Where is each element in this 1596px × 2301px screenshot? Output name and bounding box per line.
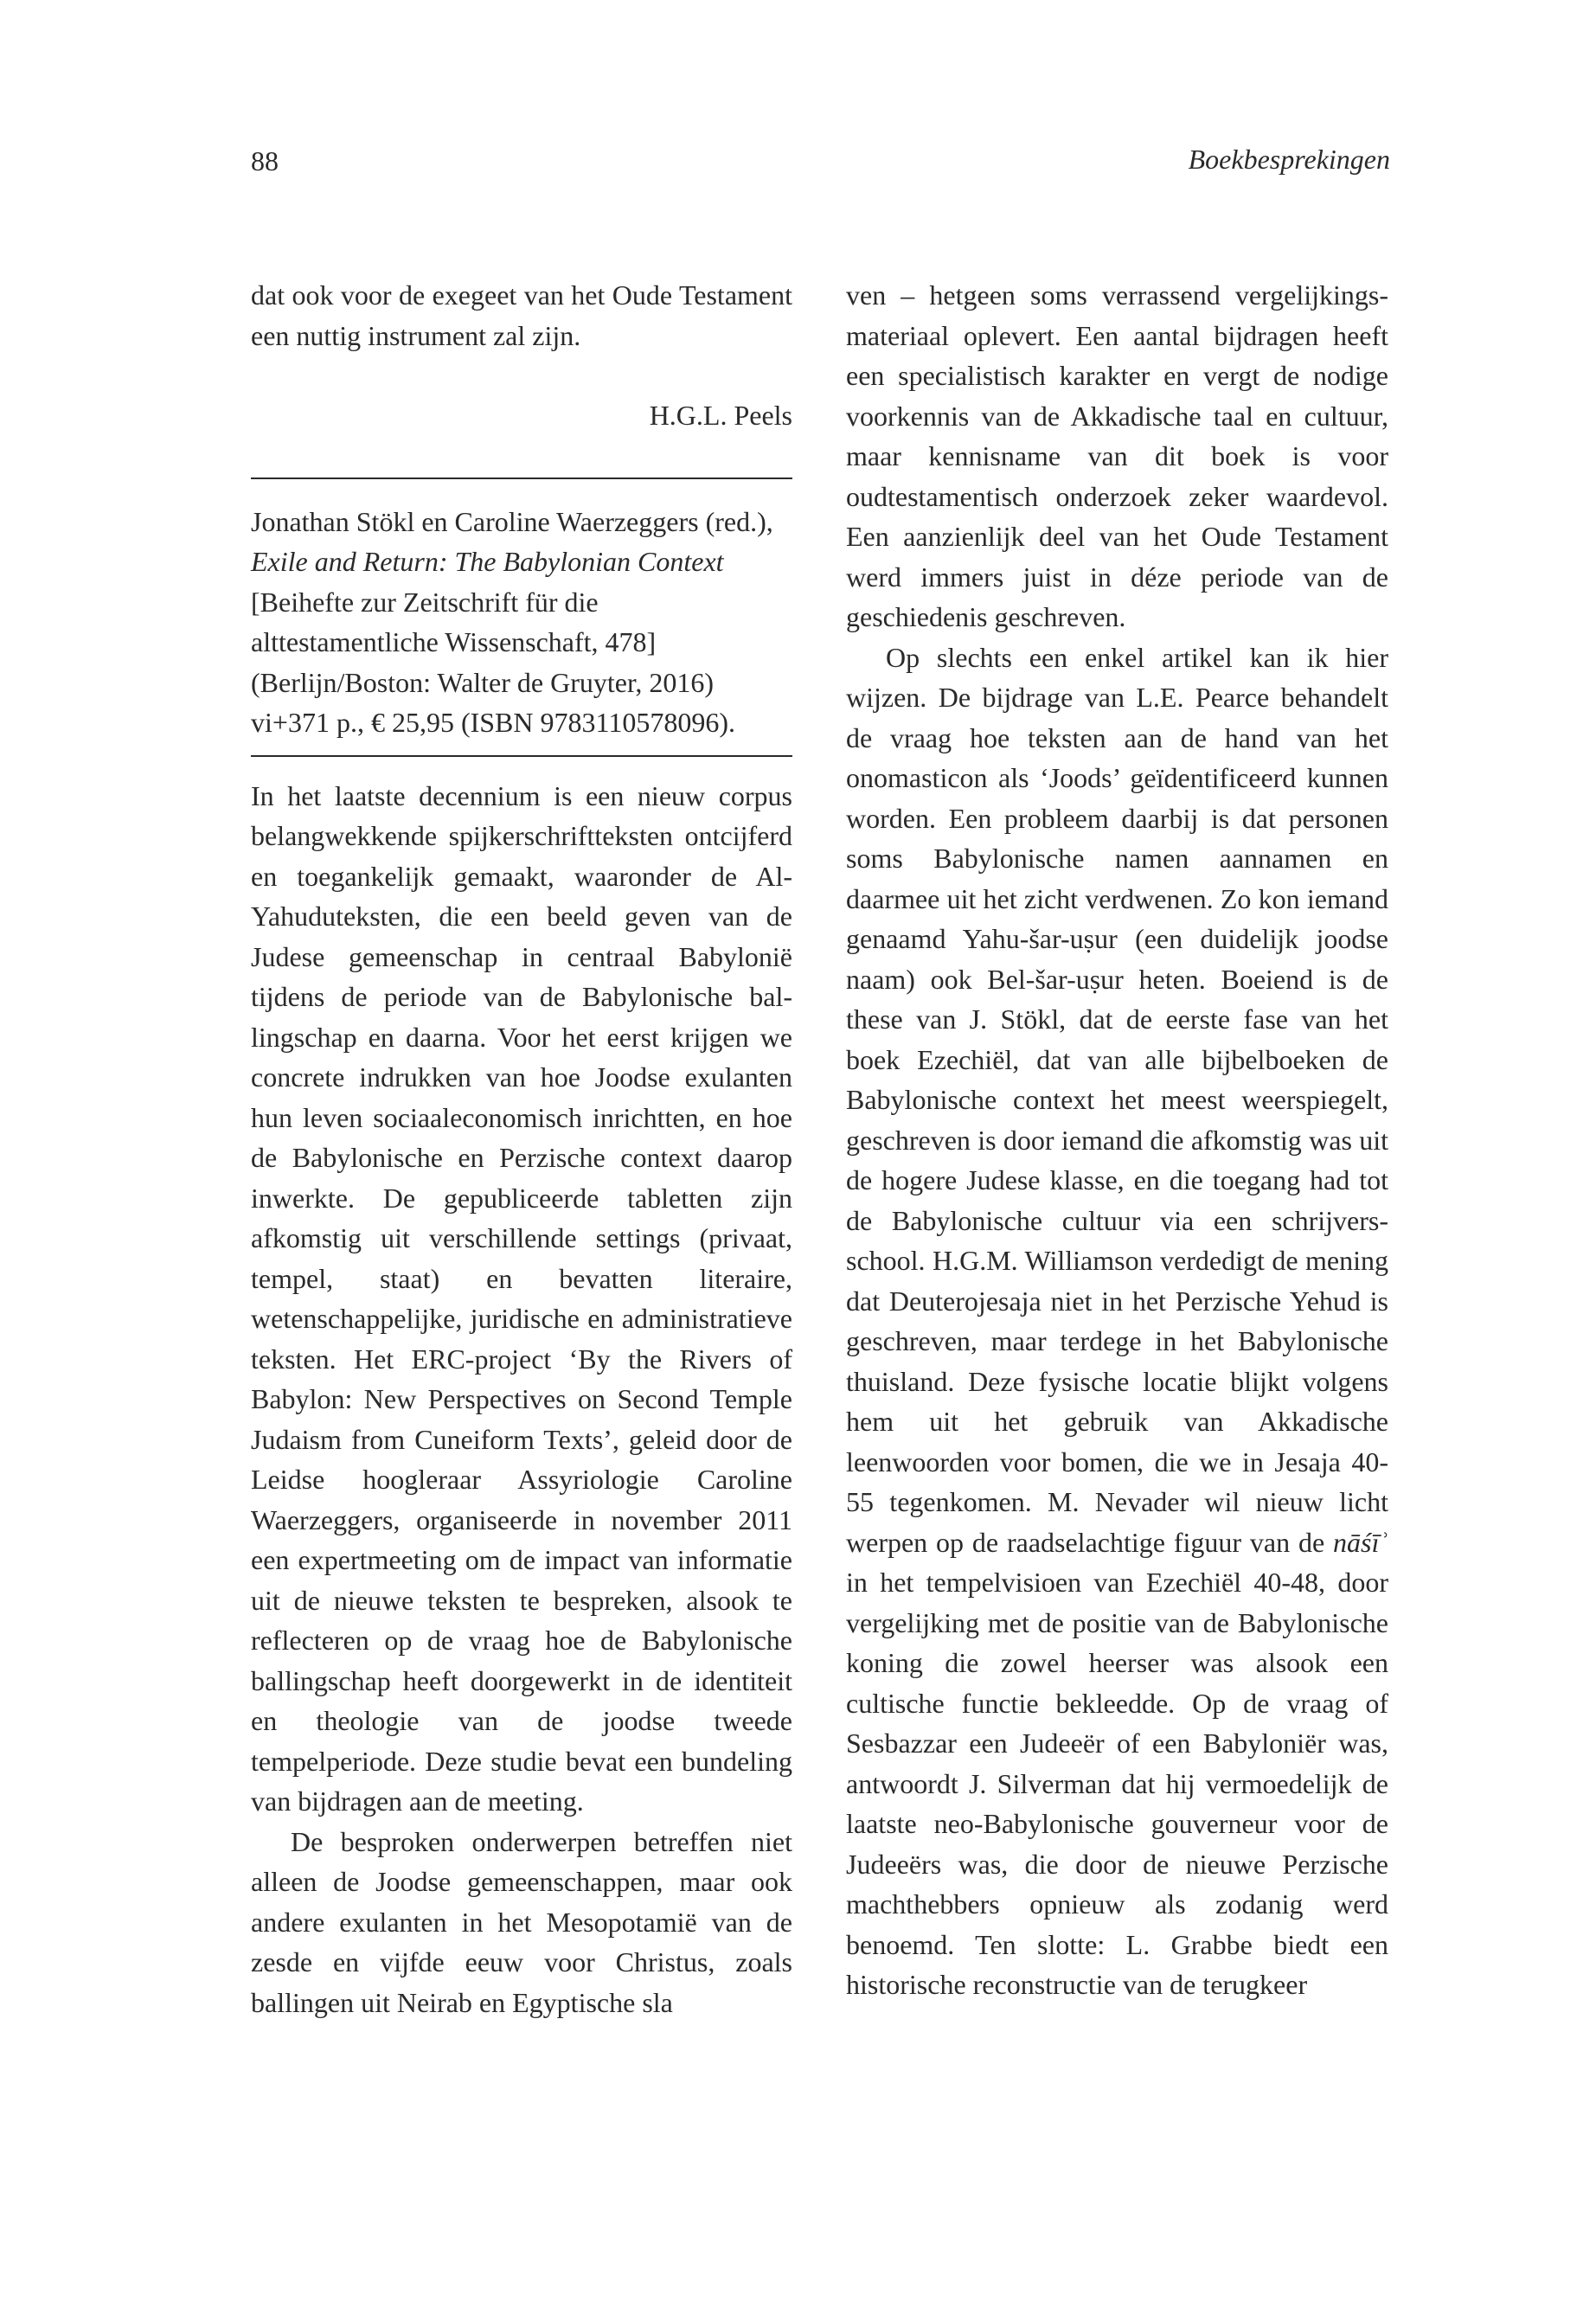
- hebrew-term: nāśīʾ: [1333, 1526, 1388, 1558]
- review-paragraph-2-start: De besproken onderwerpen betreffen niet alleen de Joodse gemeenschappen, maar ook andere exulanten in het Mesopotamië van de zesde en vijfde eeuw voor Christus, zoals ballingen uit Neirab en Egyptische sla: [251, 1825, 792, 2018]
- divider-top: [251, 478, 792, 479]
- right-column: [846, 275, 1388, 2005]
- reviewer-signature: H.G.L. Peels: [649, 400, 792, 431]
- review-paragraph-3: [846, 638, 1388, 2005]
- running-head: Boekbesprekingen: [1188, 144, 1390, 175]
- paragraph-3-text-b: in het tempelvisioen van Ezechiël 40-48, door vergelijking met de positie van de Babylonische koning die zowel heerser was alsook een cultische functie bekleedde. Op de vraag of Sesbazzar een Judeeër of een Babyloniër was, antwoordt J. Silverman dat hij vermoedelijk de laatste neo-Babylonische gouverneur voor de Judeeërs was, die door de nieuwe Perzische machthebbers opnieuw als zodanig werd benoemd. Ten slotte: L. Grabbe biedt een historische reconstructie van de terugkeer: [846, 1567, 1388, 2000]
- book-title: Exile and Return: The Babylonian Context: [251, 546, 724, 577]
- left-column: [251, 275, 792, 2022]
- book-authors: Jonathan Stökl en Caroline Waerzeggers (red.),: [251, 505, 773, 537]
- book-series-details: [Beihefte zur Zeitschrift für die alttestamentliche Wissenschaft, 478] (Berlijn/Boston: Walter de Gruyter, 2016) vi+371 p., € 25,95 (ISBN 9783110578096).: [251, 586, 735, 738]
- review-paragraph-2-end: ven – hetgeen soms verrassend vergelijkingsmateriaal oplevert. Een aantal bijdragen heeft een specialistisch karakter en vergt de nodige voorkennis van de Akkadische taal en cultuur, maar kennisname van dit boek is voor oudtestamentisch onderzoek zeker waardevol. Een aanzienlijk deel van het Oude Testament werd immers juist in déze periode van de geschiedenis geschreven.: [846, 279, 1388, 632]
- paragraph-3-text-a: Op slechts een enkel artikel kan ik hier wijzen. De bijdrage van L.E. Pearce behandelt de vraag hoe teksten aan de hand van het onomasticon als ‘Joods’ geïdentificeerd kunnen worden. Een probleem daarbij is dat personen soms Babylonische namen aannamen en daarmee uit het zicht verdwenen. Zo kon iemand genaamd Yahu-šar-uṣur (een duidelijk joodse naam) ook Bel-šar-uṣur heten. Boeiend is de these van J. Stökl, dat de eerste fase van het boek Ezechiël, dat van alle bijbelboeken de Babylonische context het meest weerspiegelt, geschreven is door iemand die afkomstig was uit de hogere Judese klasse, en die toegang had tot de Babylonische cultuur via een schrijversschool. H.G.M. Williamson verdedigt de mening dat Deuterojesaja niet in het Perzische Yehud is geschreven, maar terdege in het Babylonische thuisland. Deze fysische locatie blijkt volgens hem uit het gebruik van Akkadische leenwoorden voor bomen, die we in Jesaja 40-55 tegenkomen. M. Nevader wil nieuw licht werpen op de raadselachtige figuur van de: [846, 641, 1388, 1558]
- page-number: 88: [251, 145, 279, 176]
- bibliographic-entry: [251, 502, 792, 743]
- continued-paragraph: dat ook voor de exegeet van het Oude Testament een nuttig instrument zal zijn.: [251, 279, 792, 351]
- review-paragraph-1: In het laatste decennium is een nieuw corpus belangwekkende spijkerschriftteksten ontcijferd en toegankelijk gemaakt, waaronder de Al-Yahuduteksten, die een beeld geven van de Judese gemeenschap in centraal Babylonië tijdens de periode van de Babylonische ballingschap en daarna. Voor het eerst krijgen we concrete indrukken van hoe Joodse exulanten hun leven sociaaleconomisch inrichtten, en hoe de Babylonische en Perzische context daarop inwerkte. De gepubliceerde tabletten zijn afkomstig uit verschillende settings (privaat, tempel, staat) en bevatten literaire, wetenschappelijke, juridische en administratieve teksten. Het ERC-project ‘By the Rivers of Babylon: New Perspectives on Second Temple Judaism from Cuneiform Texts’, geleid door de Leidse hoogleraar Assyriologie Caroline Waerzeggers, organiseerde in november 2011 een expertmeeting om de impact van informatie uit de nieuwe teksten te bespreken, alsook te reflecteren op de vraag hoe de Babylonische ballingschap heeft doorgewerkt in de identiteit en theologie van de joodse tweede tempelperiode. Deze studie bevat een bundeling van bijdragen aan de meeting.: [251, 779, 792, 1817]
- divider-bottom: [251, 755, 792, 757]
